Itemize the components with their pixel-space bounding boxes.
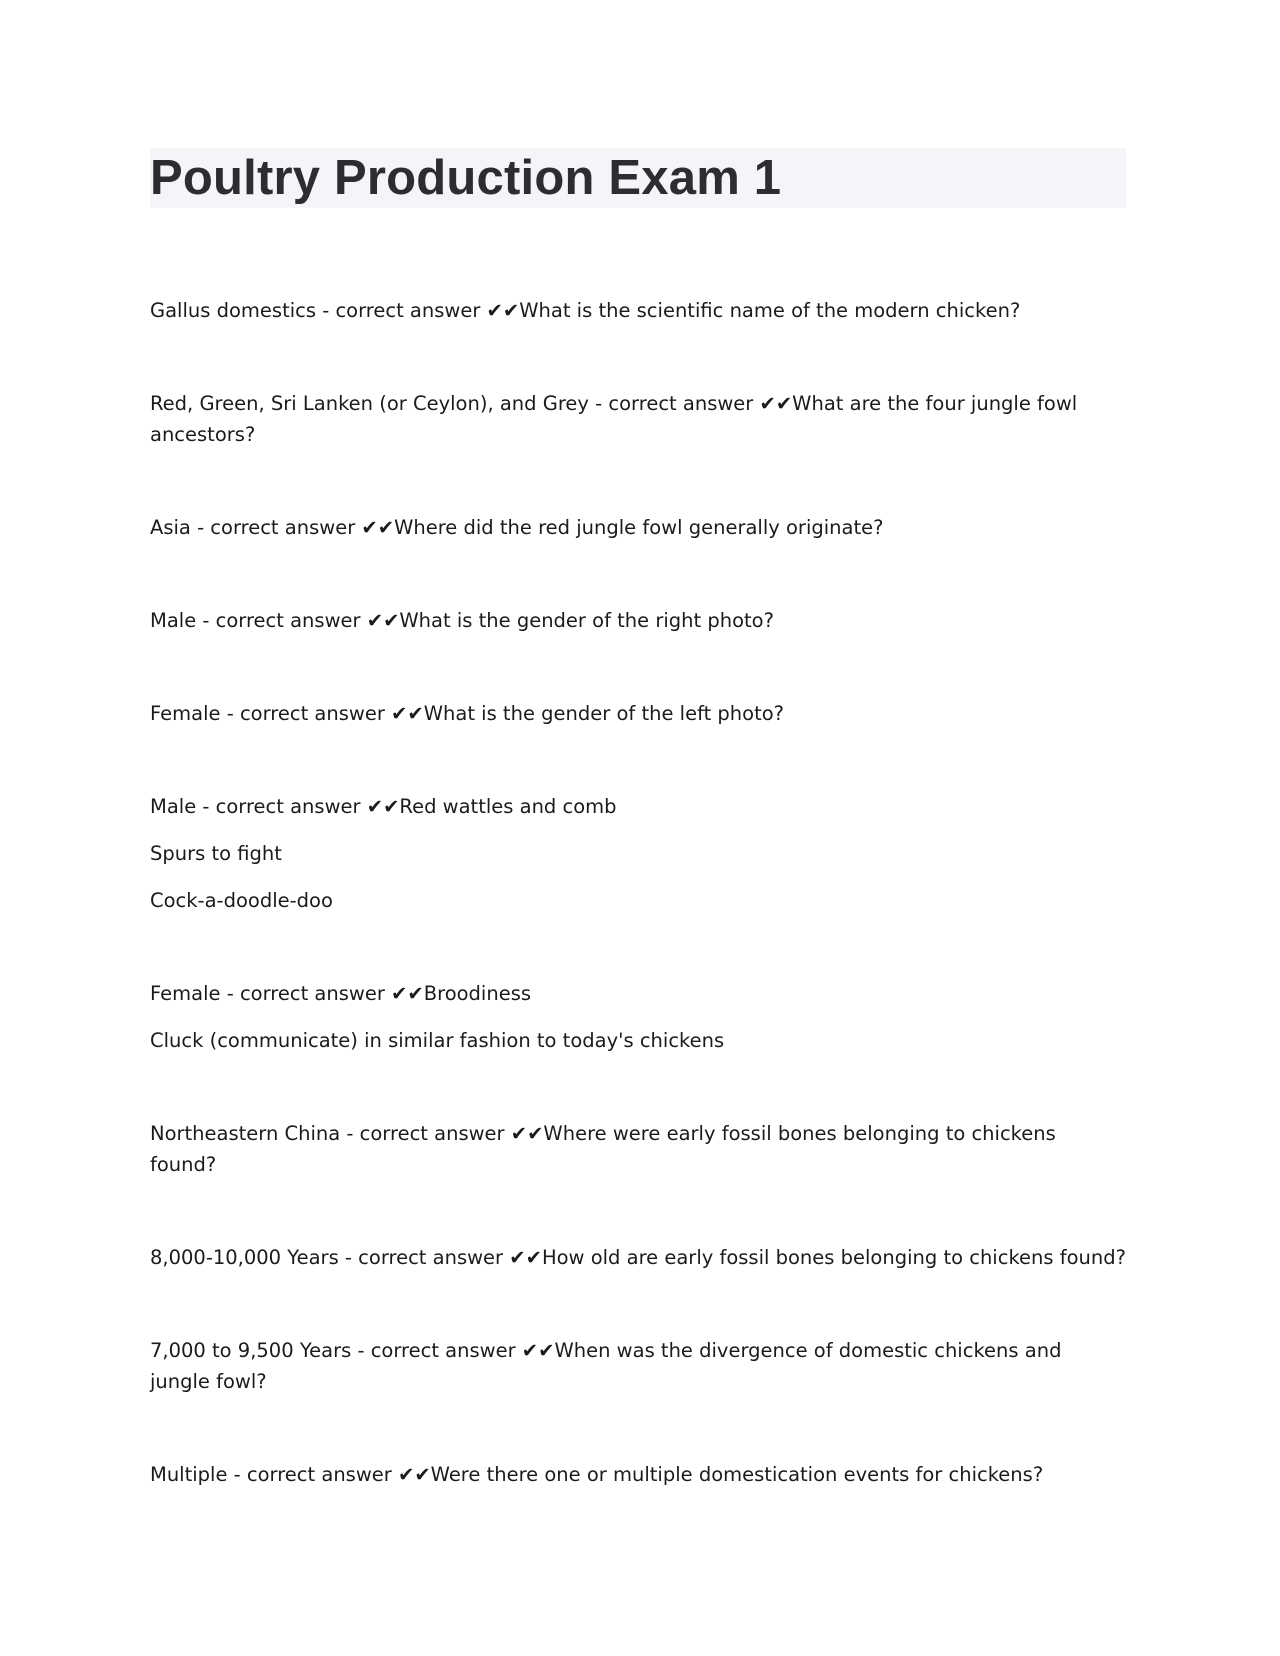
qa-line: Spurs to fight: [150, 842, 282, 865]
qa-line: Female - correct answer ✔✔Broodiness: [150, 982, 532, 1005]
qa-item: [150, 698, 1126, 729]
qa-line: Cluck (communicate) in similar fashion to today's chickens: [150, 1029, 725, 1052]
qa-item: [150, 295, 1126, 326]
qa-line: 7,000 to 9,500 Years - correct answer ✔✔When was the divergence of domestic chickens and jungle fowl?: [150, 1339, 1062, 1393]
qa-line: Red, Green, Sri Lanken (or Ceylon), and Grey - correct answer ✔✔What are the four jungle fowl ancestors?: [150, 392, 1078, 446]
qa-item: [150, 388, 1126, 450]
qa-list: [150, 295, 1126, 1490]
qa-line: Female - correct answer ✔✔What is the gender of the left photo?: [150, 702, 785, 725]
qa-line: Gallus domestics - correct answer ✔✔What is the scientific name of the modern chicken?: [150, 299, 1021, 322]
qa-item: [150, 978, 1126, 1056]
qa-item: [150, 791, 1126, 916]
qa-line: Multiple - correct answer ✔✔Were there one or multiple domestication events for chickens?: [150, 1463, 1044, 1486]
qa-line: Male - correct answer ✔✔Red wattles and comb: [150, 795, 617, 818]
qa-item: [150, 1118, 1126, 1180]
qa-line: Northeastern China - correct answer ✔✔Where were early fossil bones belonging to chickens found?: [150, 1122, 1056, 1176]
qa-item: [150, 512, 1126, 543]
qa-line: Cock-a-doodle-doo: [150, 889, 333, 912]
document-page: [150, 148, 1126, 1490]
page-title: Poultry Production Exam 1: [150, 151, 782, 205]
qa-item: [150, 1242, 1126, 1273]
qa-item: [150, 605, 1126, 636]
qa-item: [150, 1459, 1126, 1490]
qa-line: Male - correct answer ✔✔What is the gender of the right photo?: [150, 609, 774, 632]
qa-item: [150, 1335, 1126, 1397]
qa-line: 8,000-10,000 Years - correct answer ✔✔How old are early fossil bones belonging to chickens found?: [150, 1246, 1126, 1269]
qa-line: Asia - correct answer ✔✔Where did the red jungle fowl generally originate?: [150, 516, 884, 539]
title-banner: [150, 148, 1126, 208]
